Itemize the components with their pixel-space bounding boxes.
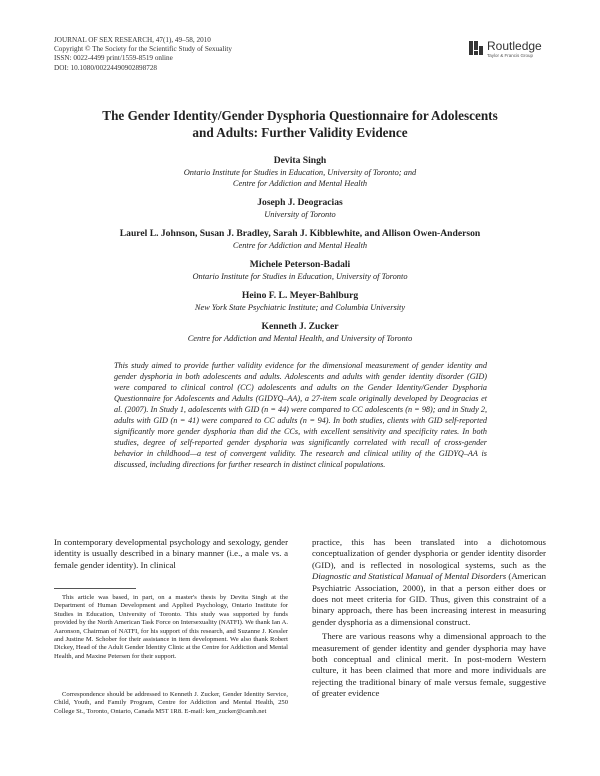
title-line-2: and Adults: Further Validity Evidence [192, 125, 408, 140]
author-name: Laurel L. Johnson, Susan J. Bradley, Sarah J. Kibblewhite, and Allison Owen-Anderson [119, 228, 481, 239]
body-column-right [312, 537, 546, 700]
doi-line: DOI: 10.1080/00224490902898728 [54, 63, 158, 72]
article-title [60, 107, 540, 141]
author-affiliation: New York State Psychiatric Institute; and Columbia University [194, 303, 406, 312]
footnote-divider [54, 588, 136, 589]
dsm-title: Diagnostic and Statistical Manual of Mental Disorders [312, 571, 507, 582]
publisher-logo [468, 40, 542, 58]
issn-line: ISSN: 0022-4499 print/1559-8519 online [54, 54, 173, 63]
author-name: Heino F. L. Meyer-Bahlburg [241, 290, 359, 301]
author-affiliation: Centre for Addiction and Mental Health, and University of Toronto [187, 334, 413, 343]
footnote-acknowledgment: This article was based, in part, on a master's thesis by Devita Singh at the Department of Human Development and Applied Psychology, Ontario Institute for Studies in Education, University of Toronto. This study was supported by funds provided by the North American Task Force on Intersexuality (NATFI). We thank Ian A. Aaronson, Chairman of NATFI, for his support of this research, and Suzanne J. Kessler and Justine M. Schober for their assistance in item development. We also thank Robert Dickey, Head of the Adult Gender Identity Clinic at the Centre for Addiction and Mental Health, and Maxine Petersen for their support. [54, 594, 288, 660]
journal-header [54, 36, 232, 73]
journal-citation: JOURNAL OF SEX RESEARCH, 47(1), 49–58, 2010 [54, 36, 211, 44]
footnote-correspondence: Correspondence should be addressed to Kenneth J. Zucker, Gender Identity Service, Child, Youth, and Family Program, Centre for Addiction and Mental Health, 250 College St., Toronto, Ontario, Canada M5T 1R8. E-mail: ken_zucker@camh.net [54, 691, 288, 715]
body-text: (American Psychiatric Association, 2000), in that a person either does or does not meet criteria for GID. Thus, given this constraint of a binary approach, there has been increasing interest in measuring gender dysphoria as a dimensional construct. [312, 571, 546, 627]
body-column-left [54, 537, 288, 571]
abstract: This study aimed to provide further validity evidence for the dimensional measurement of gender identity and gender dysphoria in both adolescents and adults. Adolescents and adults with gender identity disorder (GID) were compared to clinical control (CC) adolescents and adults on the Gender Identity/Gender Dysphoria Questionnaire for Adolescents and Adults (GIDYQ–AA), a 27-item scale originally developed by Deogracias et al. (2007). In Study 1, adolescents with GID (n = 44) were compared to CC adolescents (n = 98); and in Study 2, adults with GID (n = 41) were compared to CC adults (n = 94). In both studies, clients with GID self-reported significantly more gender dysphoria than did the CCs, with excellent sensitivity and specificity rates. In both studies, degree of self-reported gender dysphoria was significantly correlated with recall of cross-gender behavior in childhood—a test of convergent validity. The research and clinical utility of the GIDYQ–AA is discussed, including directions for further research in distinct clinical populations. [114, 361, 487, 469]
body-paragraph: There are various reasons why a dimensional approach to the measurement of gender identity and gender dysphoria may have both conceptual and clinical merit. In post-modern Western culture, it has been claimed that more and more individuals are rejecting the traditional binary of male versus female, suggestive of greater evidence [312, 631, 546, 699]
author-affiliation: Ontario Institute for Studies in Education, University of Toronto [192, 272, 408, 281]
author-name: Joseph J. Deogracias [257, 197, 343, 208]
author-name: Devita Singh [273, 155, 327, 166]
author-affiliation: Centre for Addiction and Mental Health [232, 241, 368, 250]
author-affiliation: University of Toronto [264, 210, 336, 219]
body-text: practice, this has been translated into a dichotomous conceptualization of gender dysphoria or gender identity disorder (GID), and is reflected in nosological systems, such as the [312, 537, 546, 570]
author-affiliation: Ontario Institute for Studies in Education, University of Toronto; and [183, 168, 417, 177]
author-affiliation: Centre for Addiction and Mental Health [232, 179, 368, 188]
title-line-1: The Gender Identity/Gender Dysphoria Questionnaire for Adolescents [102, 108, 498, 123]
author-name: Kenneth J. Zucker [261, 321, 339, 332]
body-paragraph [312, 537, 546, 628]
author-name: Michele Peterson-Badali [249, 259, 351, 270]
publisher-tagline: Taylor & Francis Group [487, 53, 534, 58]
body-paragraph: In contemporary developmental psychology and sexology, gender identity is usually described in a binary manner (i.e., a male vs. a female gender identity). In clinical [54, 537, 288, 570]
copyright-line: Copyright © The Society for the Scientific Study of Sexuality [54, 45, 233, 54]
routledge-icon [468, 40, 484, 56]
publisher-name: Routledge [487, 39, 542, 53]
